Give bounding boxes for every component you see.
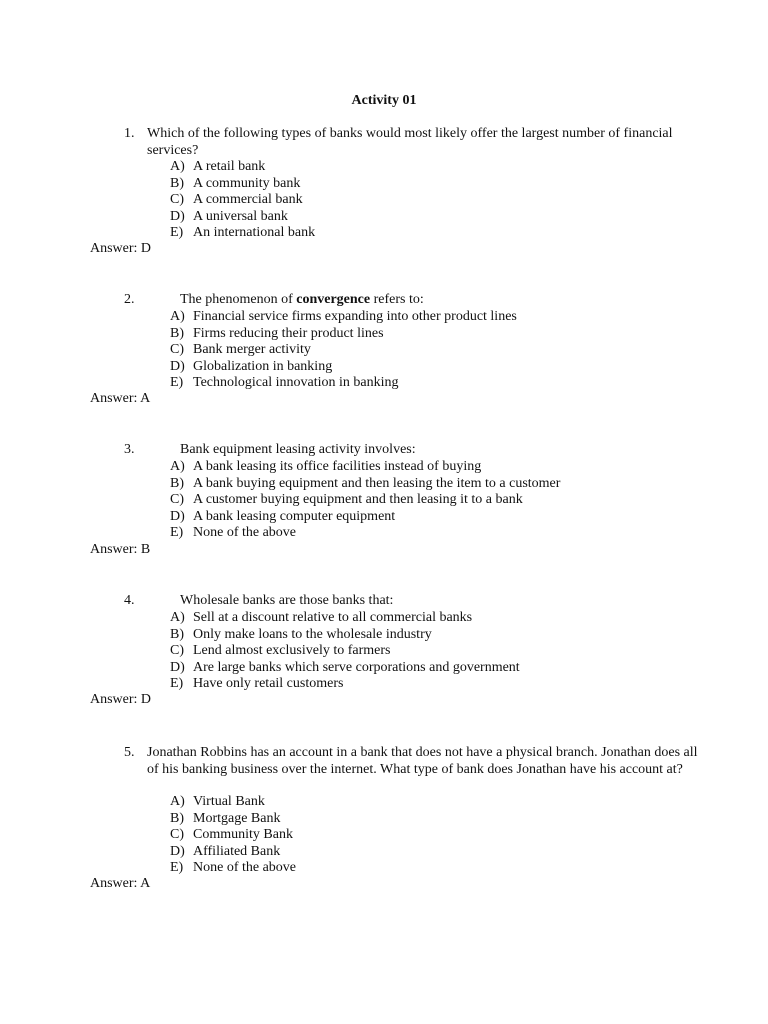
option-letter: D) — [170, 358, 185, 374]
question-number: 4. — [124, 593, 135, 608]
option-a — [0, 159, 768, 176]
option-text: A community bank — [193, 175, 301, 191]
options-list — [0, 159, 768, 242]
option-d — [0, 509, 768, 526]
answer-line: Answer: D — [90, 241, 152, 256]
option-b — [0, 476, 768, 493]
option-letter: C) — [170, 827, 184, 842]
option-text: Globalization in banking — [193, 358, 333, 374]
option-letter: A) — [170, 309, 185, 324]
answer-line: Answer: B — [90, 542, 151, 557]
option-text: None of the above — [193, 860, 297, 875]
option-letter: A) — [170, 159, 185, 174]
option-text: None of the above — [193, 525, 297, 540]
option-letter: D) — [170, 659, 185, 675]
option-letter: A) — [170, 459, 185, 474]
options-list — [0, 794, 768, 877]
option-letter: D) — [170, 208, 185, 224]
question-number: 3. — [124, 442, 135, 457]
option-text: A retail bank — [193, 159, 266, 174]
option-text: Are large banks which serve corporations and government — [193, 659, 520, 675]
option-letter: B) — [170, 325, 184, 341]
option-letter: C) — [170, 492, 184, 507]
option-e — [0, 375, 768, 392]
option-letter: B) — [170, 175, 184, 191]
option-text: A bank leasing its office facilities instead of buying — [193, 459, 482, 474]
options-list — [0, 309, 768, 392]
option-text: Firms reducing their product lines — [193, 325, 384, 341]
option-letter: B) — [170, 475, 184, 491]
option-text: A bank leasing computer equipment — [193, 508, 396, 524]
option-a — [0, 309, 768, 326]
option-text: Have only retail customers — [193, 676, 344, 691]
option-letter: C) — [170, 342, 184, 357]
option-c — [0, 192, 768, 209]
option-c — [0, 643, 768, 660]
option-a — [0, 459, 768, 476]
option-e — [0, 525, 768, 542]
option-text: Community Bank — [193, 827, 293, 842]
option-d — [0, 660, 768, 677]
option-a — [0, 794, 768, 811]
option-letter: E) — [170, 525, 184, 540]
option-text: Technological innovation in banking — [193, 375, 399, 390]
option-text: A customer buying equipment and then leasing it to a bank — [193, 492, 523, 507]
option-letter: E) — [170, 375, 184, 390]
option-b — [0, 627, 768, 644]
option-letter: B) — [170, 626, 184, 642]
question-text: Jonathan Robbins has an account in a bank that does not have a physical branch. Jonathan does all of his banking business over the internet. What type of bank does Jonathan have his account at? — [147, 745, 698, 777]
option-d — [0, 844, 768, 861]
page-title: Activity 01 — [351, 93, 417, 108]
option-letter: A) — [170, 794, 185, 809]
option-text: Virtual Bank — [193, 794, 265, 809]
option-text: An international bank — [193, 225, 316, 240]
option-e — [0, 676, 768, 693]
question-number: 1. — [124, 126, 135, 141]
option-text: A commercial bank — [193, 192, 303, 207]
option-letter: A) — [170, 610, 185, 625]
option-letter: D) — [170, 508, 185, 524]
options-list — [0, 459, 768, 542]
option-letter: B) — [170, 810, 184, 826]
question-number: 5. — [124, 745, 135, 760]
question-text: Wholesale banks are those banks that: — [180, 593, 394, 608]
option-d — [0, 359, 768, 376]
option-letter: D) — [170, 843, 185, 859]
question-text: Bank equipment leasing activity involves: — [180, 442, 416, 457]
option-text: Financial service firms expanding into other product lines — [193, 309, 517, 324]
question-keyword: convergence — [296, 292, 371, 307]
option-letter: C) — [170, 643, 184, 658]
option-text: A universal bank — [193, 208, 288, 224]
option-text: Affiliated Bank — [193, 843, 281, 859]
option-text: A bank buying equipment and then leasing the item to a customer — [193, 475, 561, 491]
option-a — [0, 610, 768, 627]
option-b — [0, 326, 768, 343]
question-text-before: The phenomenon of — [180, 292, 297, 307]
question-number: 2. — [124, 292, 135, 307]
question-text-after: refers to: — [370, 292, 424, 307]
option-text: Bank merger activity — [193, 342, 311, 357]
option-e — [0, 225, 768, 242]
option-letter: E) — [170, 860, 184, 875]
option-d — [0, 209, 768, 226]
option-b — [0, 811, 768, 828]
option-c — [0, 342, 768, 359]
option-e — [0, 860, 768, 877]
option-letter: E) — [170, 225, 184, 240]
answer-line: Answer: D — [90, 692, 152, 707]
answer-line: Answer: A — [90, 876, 151, 891]
option-text: Lend almost exclusively to farmers — [193, 643, 391, 658]
option-text: Mortgage Bank — [193, 810, 281, 826]
option-c — [0, 492, 768, 509]
option-letter: C) — [170, 192, 184, 207]
options-list — [0, 610, 768, 693]
question-text — [180, 292, 720, 309]
option-c — [0, 827, 768, 844]
answer-line: Answer: A — [90, 391, 151, 406]
option-b — [0, 176, 768, 193]
option-letter: E) — [170, 676, 184, 691]
option-text: Sell at a discount relative to all commercial banks — [193, 610, 473, 625]
question-text: Which of the following types of banks would most likely offer the largest number of financial services? — [147, 126, 673, 158]
option-text: Only make loans to the wholesale industry — [193, 626, 432, 642]
